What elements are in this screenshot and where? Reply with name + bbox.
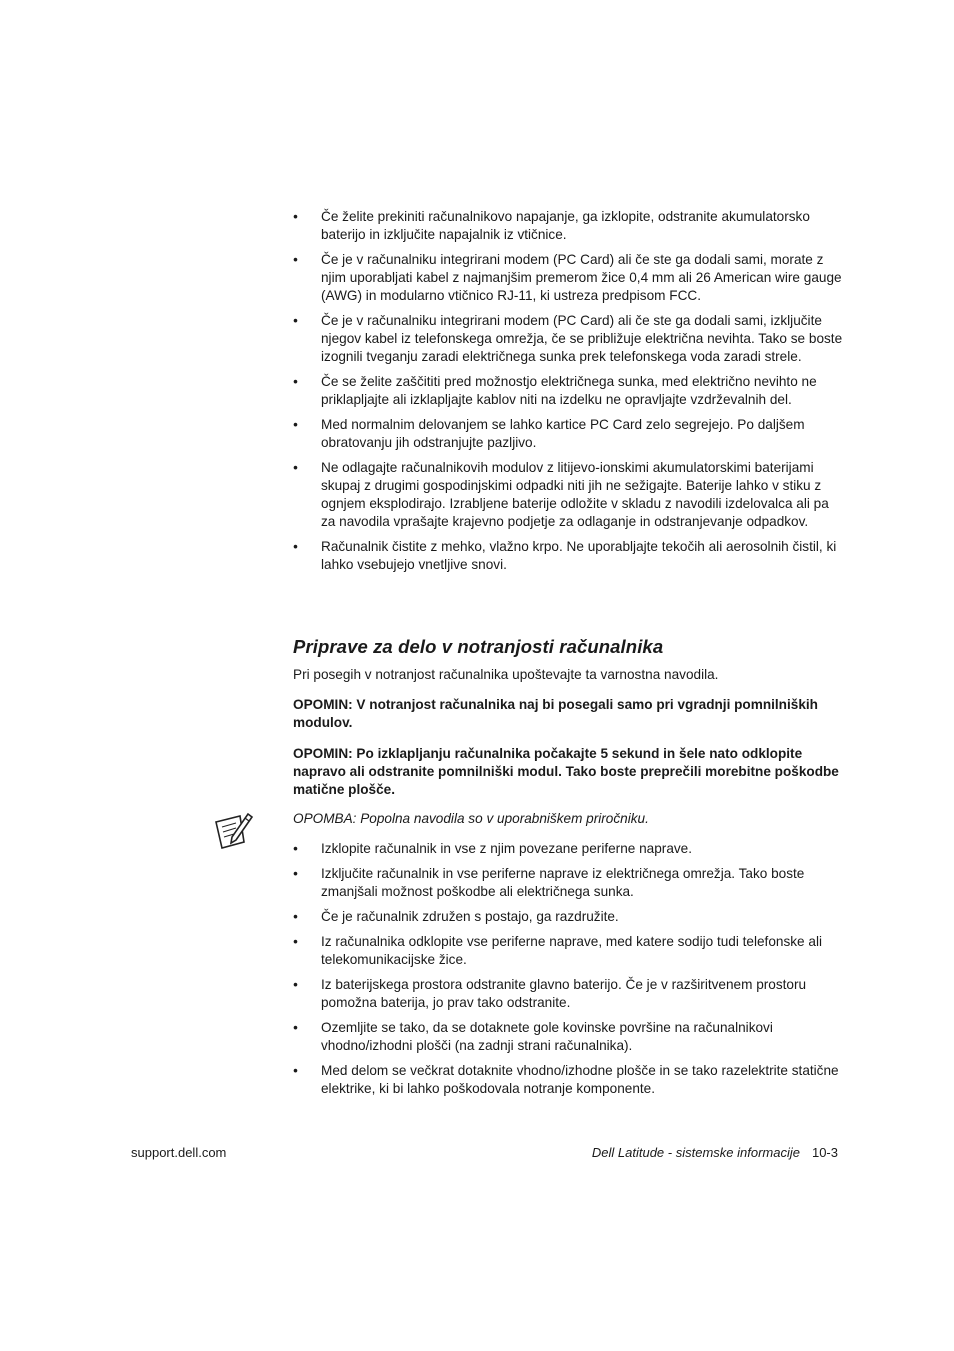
bullet-icon: • xyxy=(293,539,298,554)
preparation-bullet-list xyxy=(293,840,843,1105)
bullet-icon: • xyxy=(293,866,298,881)
caution-notice: OPOMIN: V notranjost računalnika naj bi posegali samo pri vgradnji pomnilniških modulov. xyxy=(293,697,818,730)
section-heading: Priprave za delo v notranjosti računalnika xyxy=(293,636,664,657)
note-pencil-icon xyxy=(214,812,256,850)
list-item: • Če se želite zaščititi pred možnostjo električnega sunka, med električno nevihto ne priklapljajte ali izklapljajte kablov niti na izdelku ne opravljajte vzdrževalnih del. xyxy=(293,374,817,407)
bullet-icon: • xyxy=(293,374,298,389)
list-item: • Med delom se večkrat dotaknite vhodno/izhodne plošče in se tako razelektrite statične elektrike, ki bi lahko poškodovala notranje komponente. xyxy=(293,1063,839,1096)
caution-notice: OPOMIN: Po izklapljanju računalnika počakajte 5 sekund in šele nato odklopite napravo ali odstranite pomnilniški modul. Tako boste preprečili morebitne poškodbe matične plošče. xyxy=(293,746,839,797)
bullet-icon: • xyxy=(293,1020,298,1035)
bullet-icon: • xyxy=(293,313,298,328)
list-item: • Če je v računalniku integrirani modem (PC Card) ali če ste ga dodali sami, morate z njim uporabljati kabel z najmanjšim premerom žice 0,4 mm ali 26 American wire gauge (AWG) in modularno vtičnico RJ-11, ki ustreza predpisom FCC. xyxy=(293,252,842,303)
bullet-icon: • xyxy=(293,977,298,992)
list-item: • Med normalnim delovanjem se lahko kartice PC Card zelo segrejejo. Po daljšem obratovanju jih odstranjujte pazljivo. xyxy=(293,417,805,450)
page-number: 10-3 xyxy=(811,1145,838,1160)
list-item: • Ne odlagajte računalnikovih modulov z litijevo-ionskimi akumulatorskimi baterijami skupaj z drugimi gospodinjskimi odpadki niti jih ne sežigajte. Baterije lahko v stiku z ognjem eksplodirajo. Izrabljene baterije odložite v skladu z navodili izdelovalca ali pa za navodila vprašajte krajevno podjetje za odlaganje in odstranjevanje odpadkov. xyxy=(293,460,829,529)
bullet-icon: • xyxy=(293,417,298,432)
list-item: • Ozemljite se tako, da se dotaknete gole kovinske površine na računalnikovi vhodno/izhodni plošči (na zadnji strani računalnika). xyxy=(293,1020,773,1053)
footer-title xyxy=(592,1145,838,1160)
bullet-icon: • xyxy=(293,1063,298,1078)
bullet-icon: • xyxy=(293,460,298,475)
list-item: • Če je v računalniku integrirani modem (PC Card) ali če ste ga dodali sami, izključite njegov kabel iz telefonskega omrežja, če se približuje električna nevihta. Tako se boste izognili tveganju zaradi električnega sunka prek telefonskega voda zaradi strele. xyxy=(293,313,843,364)
section-intro: Pri posegih v notranjost računalnika upoštevajte ta varnostna navodila. xyxy=(293,667,719,682)
list-item: • Računalnik čistite z mehko, vlažno krpo. Ne uporabljajte tekočih ali aerosolnih čistil, ki lahko vsebujejo vnetljive snovi. xyxy=(293,539,837,572)
list-item: • Iz računalnika odklopite vse periferne naprave, med katere sodijo tudi telefonske ali telekomunikacijske žice. xyxy=(293,934,822,967)
footer-website: support.dell.com xyxy=(131,1145,227,1160)
bullet-icon: • xyxy=(293,841,298,856)
footer-doc-title: Dell Latitude - sistemske informacije xyxy=(591,1145,800,1160)
list-item: • Če je računalnik združen s postajo, ga razdružite. xyxy=(293,909,619,924)
bullet-icon: • xyxy=(293,934,298,949)
list-item: • Izključite računalnik in vse periferne naprave iz električnega omrežja. Tako boste zmanjšali možnost poškodbe ali električnega sunka. xyxy=(293,866,805,899)
list-item: • Iz baterijskega prostora odstranite glavno baterijo. Če je v razširitvenem prostoru pomožna baterija, jo prav tako odstranite. xyxy=(293,977,807,1010)
note-text: OPOMBA: Popolna navodila so v uporabniškem priročniku. xyxy=(293,811,649,826)
safety-bullet-list xyxy=(293,208,843,581)
bullet-icon: • xyxy=(293,209,298,224)
bullet-icon: • xyxy=(293,909,298,924)
list-item: • Če želite prekiniti računalnikovo napajanje, ga izklopite, odstranite akumulatorsko baterijo in izključite napajalnik iz vtičnice. xyxy=(293,209,810,242)
bullet-icon: • xyxy=(293,252,298,267)
list-item: • Izklopite računalnik in vse z njim povezane periferne naprave. xyxy=(293,841,693,856)
